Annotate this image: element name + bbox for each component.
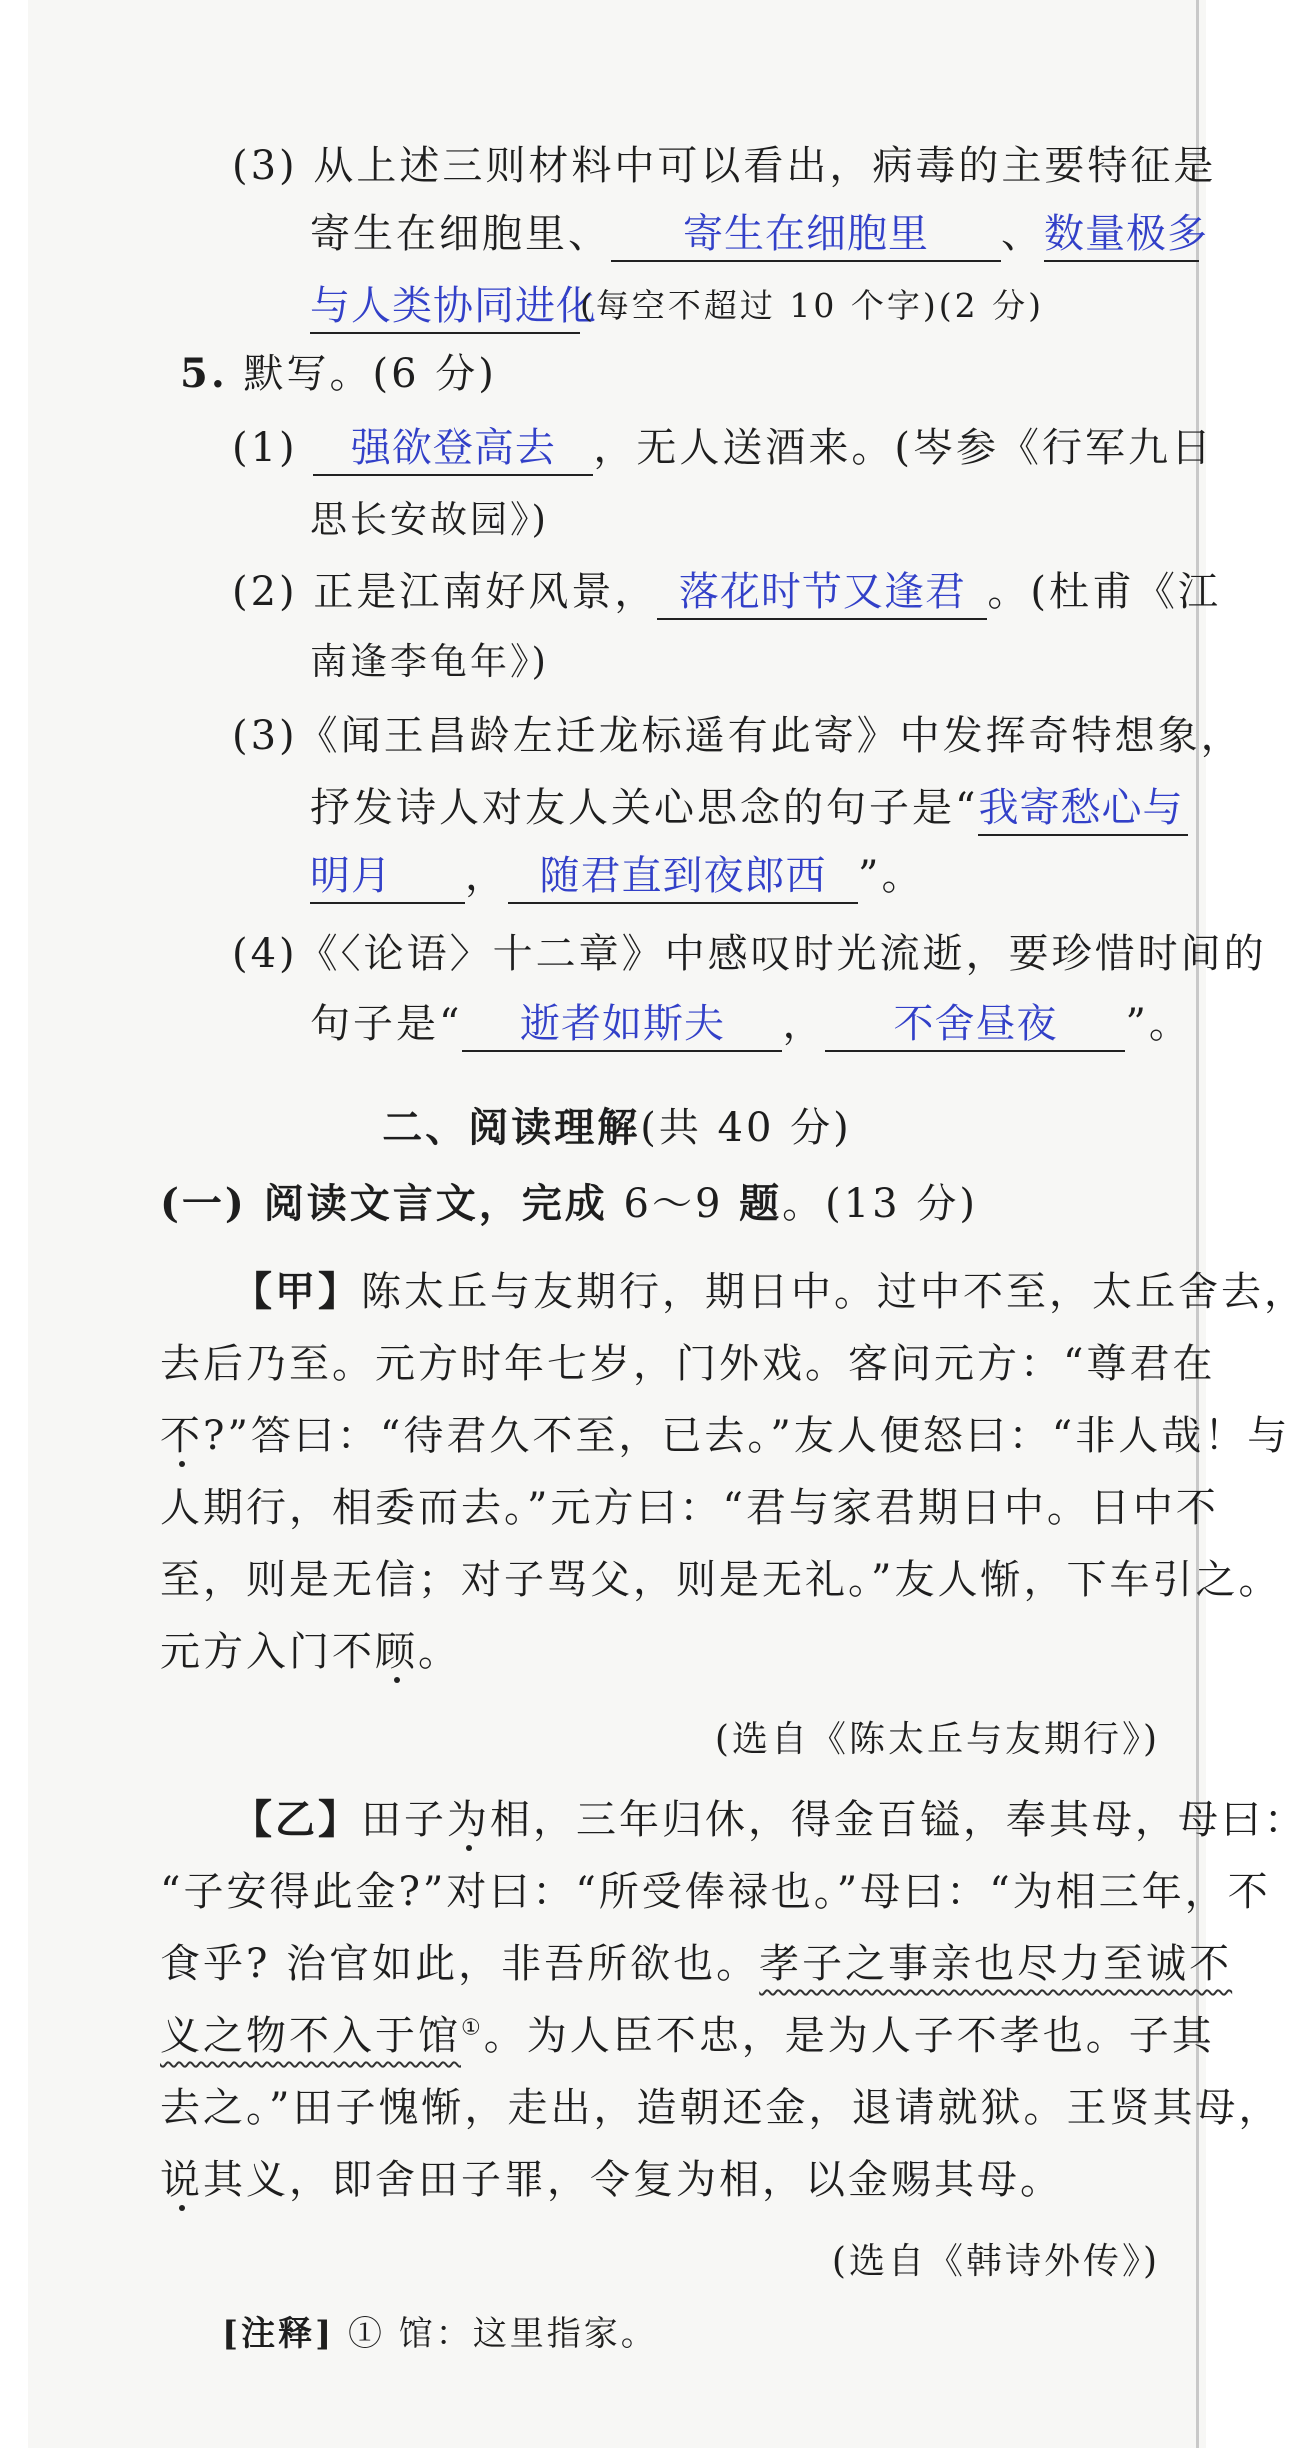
yi-line6-text: 其义，即舍田子罪，令复为相，以金赐其母。 [203,2157,1063,2203]
jia-line6-end: 。 [418,1629,461,1675]
q5-title [180,346,497,402]
q5-p4-blank-2[interactable] [825,998,1125,1052]
q5-p3-end: ”。 [858,853,925,899]
yi-line4 [160,2008,1215,2064]
subsection1-heading [160,1176,978,1232]
q5-p3-text: 抒发诗人对友人关心思念的句子是“ [310,785,979,831]
jia-line4: 人期行，相委而去。”元方曰：“君与家君期日中。日中不 [160,1485,1219,1531]
q4-answer-1: 寄生在细胞里 [683,211,929,257]
q5-p1-line2: 思长安故园》) [310,498,549,541]
q5-p4-comma: ， [782,1001,826,1047]
q4-answer-2b: 与人类协同进化 [310,283,597,329]
q5-p3-line3 [310,848,924,904]
yi-line2: “子安得此金?”对曰：“所受俸禄也。”母曰：“为相三年，不 [160,1869,1271,1915]
q4-blank-2-cont[interactable] [310,280,597,334]
q4-line2-text: 寄生在细胞里、 [310,211,611,257]
jia-tag: 【甲】 [232,1268,361,1315]
subsection1-ti: 题 [739,1180,783,1227]
jia-line5: 至，则是无信；对子骂父，则是无礼。”友人惭，下车引之。 [160,1557,1282,1603]
jia-line1-text: 陈太丘与友期行，期日中。过中不至，太丘舍去， [361,1269,1307,1315]
q5-p4-answer-1: 逝者如斯夫 [519,1001,725,1047]
yi-line4-text: 。为人臣不忠，是为人子不孝也。子其 [483,2013,1215,2059]
section2-heading [28,1100,1206,1156]
q5-p3-answer-1a: 我寄愁心与 [978,785,1184,831]
jia-line6 [160,1624,461,1680]
q4-instruction: (每空不超过 10 个字)(2 分) [580,286,1044,325]
q4-line3 [310,276,1044,334]
q5-p2-post: 。(杜甫《江 [987,569,1221,615]
q5-p3-line1: (3)《闻王昌龄左迁龙标遥有此寄》中发挥奇特想象， [232,713,1244,759]
yi-line3 [160,1936,1232,1992]
yi-tag: 【乙】 [232,1796,361,1843]
jia-line2: 去后乃至。元方时年七岁，门外戏。客问元方：“尊君在 [160,1341,1216,1387]
yi-wavy-sentence-1: 孝子之事亲也尽力至诚不 [759,1941,1233,1987]
q4-line2 [310,206,1208,262]
q5-p1-number: (1) [232,425,298,471]
subsection1-range: 6～9 [607,1181,740,1227]
q4-line1: (3) 从上述三则材料中可以看出，病毒的主要特征是 [232,143,1217,189]
q5-p1-text: ，无人送酒来。(岑参《行军九日 [593,425,1214,471]
q5-p3-comma: ， [465,853,508,899]
q5-p1-answer: 强欲登高去 [350,425,556,471]
annotation [222,2306,658,2362]
section2-title: 二、阅读理解 [382,1104,641,1151]
q5-p2-line2: 南逢李龟年》) [310,640,549,683]
q4-blank-1[interactable] [611,208,1001,262]
q5-p1-line1 [232,420,1214,476]
yi-source: (选自《韩诗外传》) [831,2241,1160,2282]
jia-line1 [232,1264,1307,1320]
q5-p4-blank-1[interactable] [462,998,782,1052]
yi-line3-text: 食乎? 治官如此，非吾所欲也。 [160,1941,760,1987]
yi-line1-text: 田子 [361,1797,447,1843]
jia-line6-text: 元方入门不 [160,1629,375,1675]
q4-separator: 、 [1001,211,1044,257]
q5-p3-blank-1[interactable] [978,782,1188,836]
yi-dotted-char-2: 说 [160,2157,203,2203]
subsection1-score: 。(13 分) [782,1181,978,1227]
q5-p3-blank-2[interactable] [508,850,858,904]
annotation-text: ① 馆：这里指家。 [334,2314,658,2354]
q5-number: 5. [180,350,228,397]
yi-line5: 去之。”田子愧惭，走出，造朝还金，退请就狱。王贤其母， [160,2085,1282,2131]
q5-title-text: 默写。(6 分) [243,351,497,397]
yi-line1-rest: 相，三年归休，得金百镒，奉其母，母曰： [490,1797,1307,1843]
yi-wavy-sentence-2: 义之物不入于馆 [160,2013,461,2059]
q4-blank-2[interactable] [1044,208,1208,262]
yi-dotted-char-1: 为 [447,1797,490,1843]
yi-line1 [232,1792,1307,1848]
q5-p4-answer-2: 不舍昼夜 [893,1001,1058,1047]
q5-p3-answer-2: 随君直到夜郎西 [539,853,827,899]
jia-source: (选自《陈太丘与友期行》) [714,1719,1160,1760]
q5-p2-text: (2) 正是江南好风景， [232,569,658,615]
q4-answer-2a: 数量极多 [1044,211,1208,257]
q5-p2-answer: 落花时节又逢君 [678,569,966,615]
jia-line3 [160,1408,1290,1464]
yi-footnote-marker: ① [461,2015,484,2041]
yi-line6 [160,2152,1063,2208]
q5-p3-answer-1b: 明月 [310,853,392,899]
q5-p1-blank[interactable] [313,422,593,476]
q5-p4-line2 [310,996,1192,1052]
q5-p2-line1 [232,564,1221,620]
q5-p3-line2 [310,780,1188,836]
jia-dotted-char-2: 顾 [375,1629,418,1675]
section2-score: (共 40 分) [640,1105,852,1151]
q5-p2-blank[interactable] [657,566,987,620]
jia-line3-text: ?”答曰：“待君久不至，已去。”友人便怒曰：“非人哉！与 [203,1413,1291,1459]
subsection1-title: (一) 阅读文言文，完成 [160,1180,608,1227]
q5-p4-end: ”。 [1125,1001,1192,1047]
q5-p3-blank-1-cont[interactable] [310,850,465,904]
annotation-label: [注释] [222,2314,335,2354]
q5-p4-line1: (4)《〈论语〉十二章》中感叹时光流逝，要珍惜时间的 [232,931,1267,977]
q5-p4-text: 句子是“ [310,1001,463,1047]
jia-dotted-char-1: 不 [160,1413,203,1459]
